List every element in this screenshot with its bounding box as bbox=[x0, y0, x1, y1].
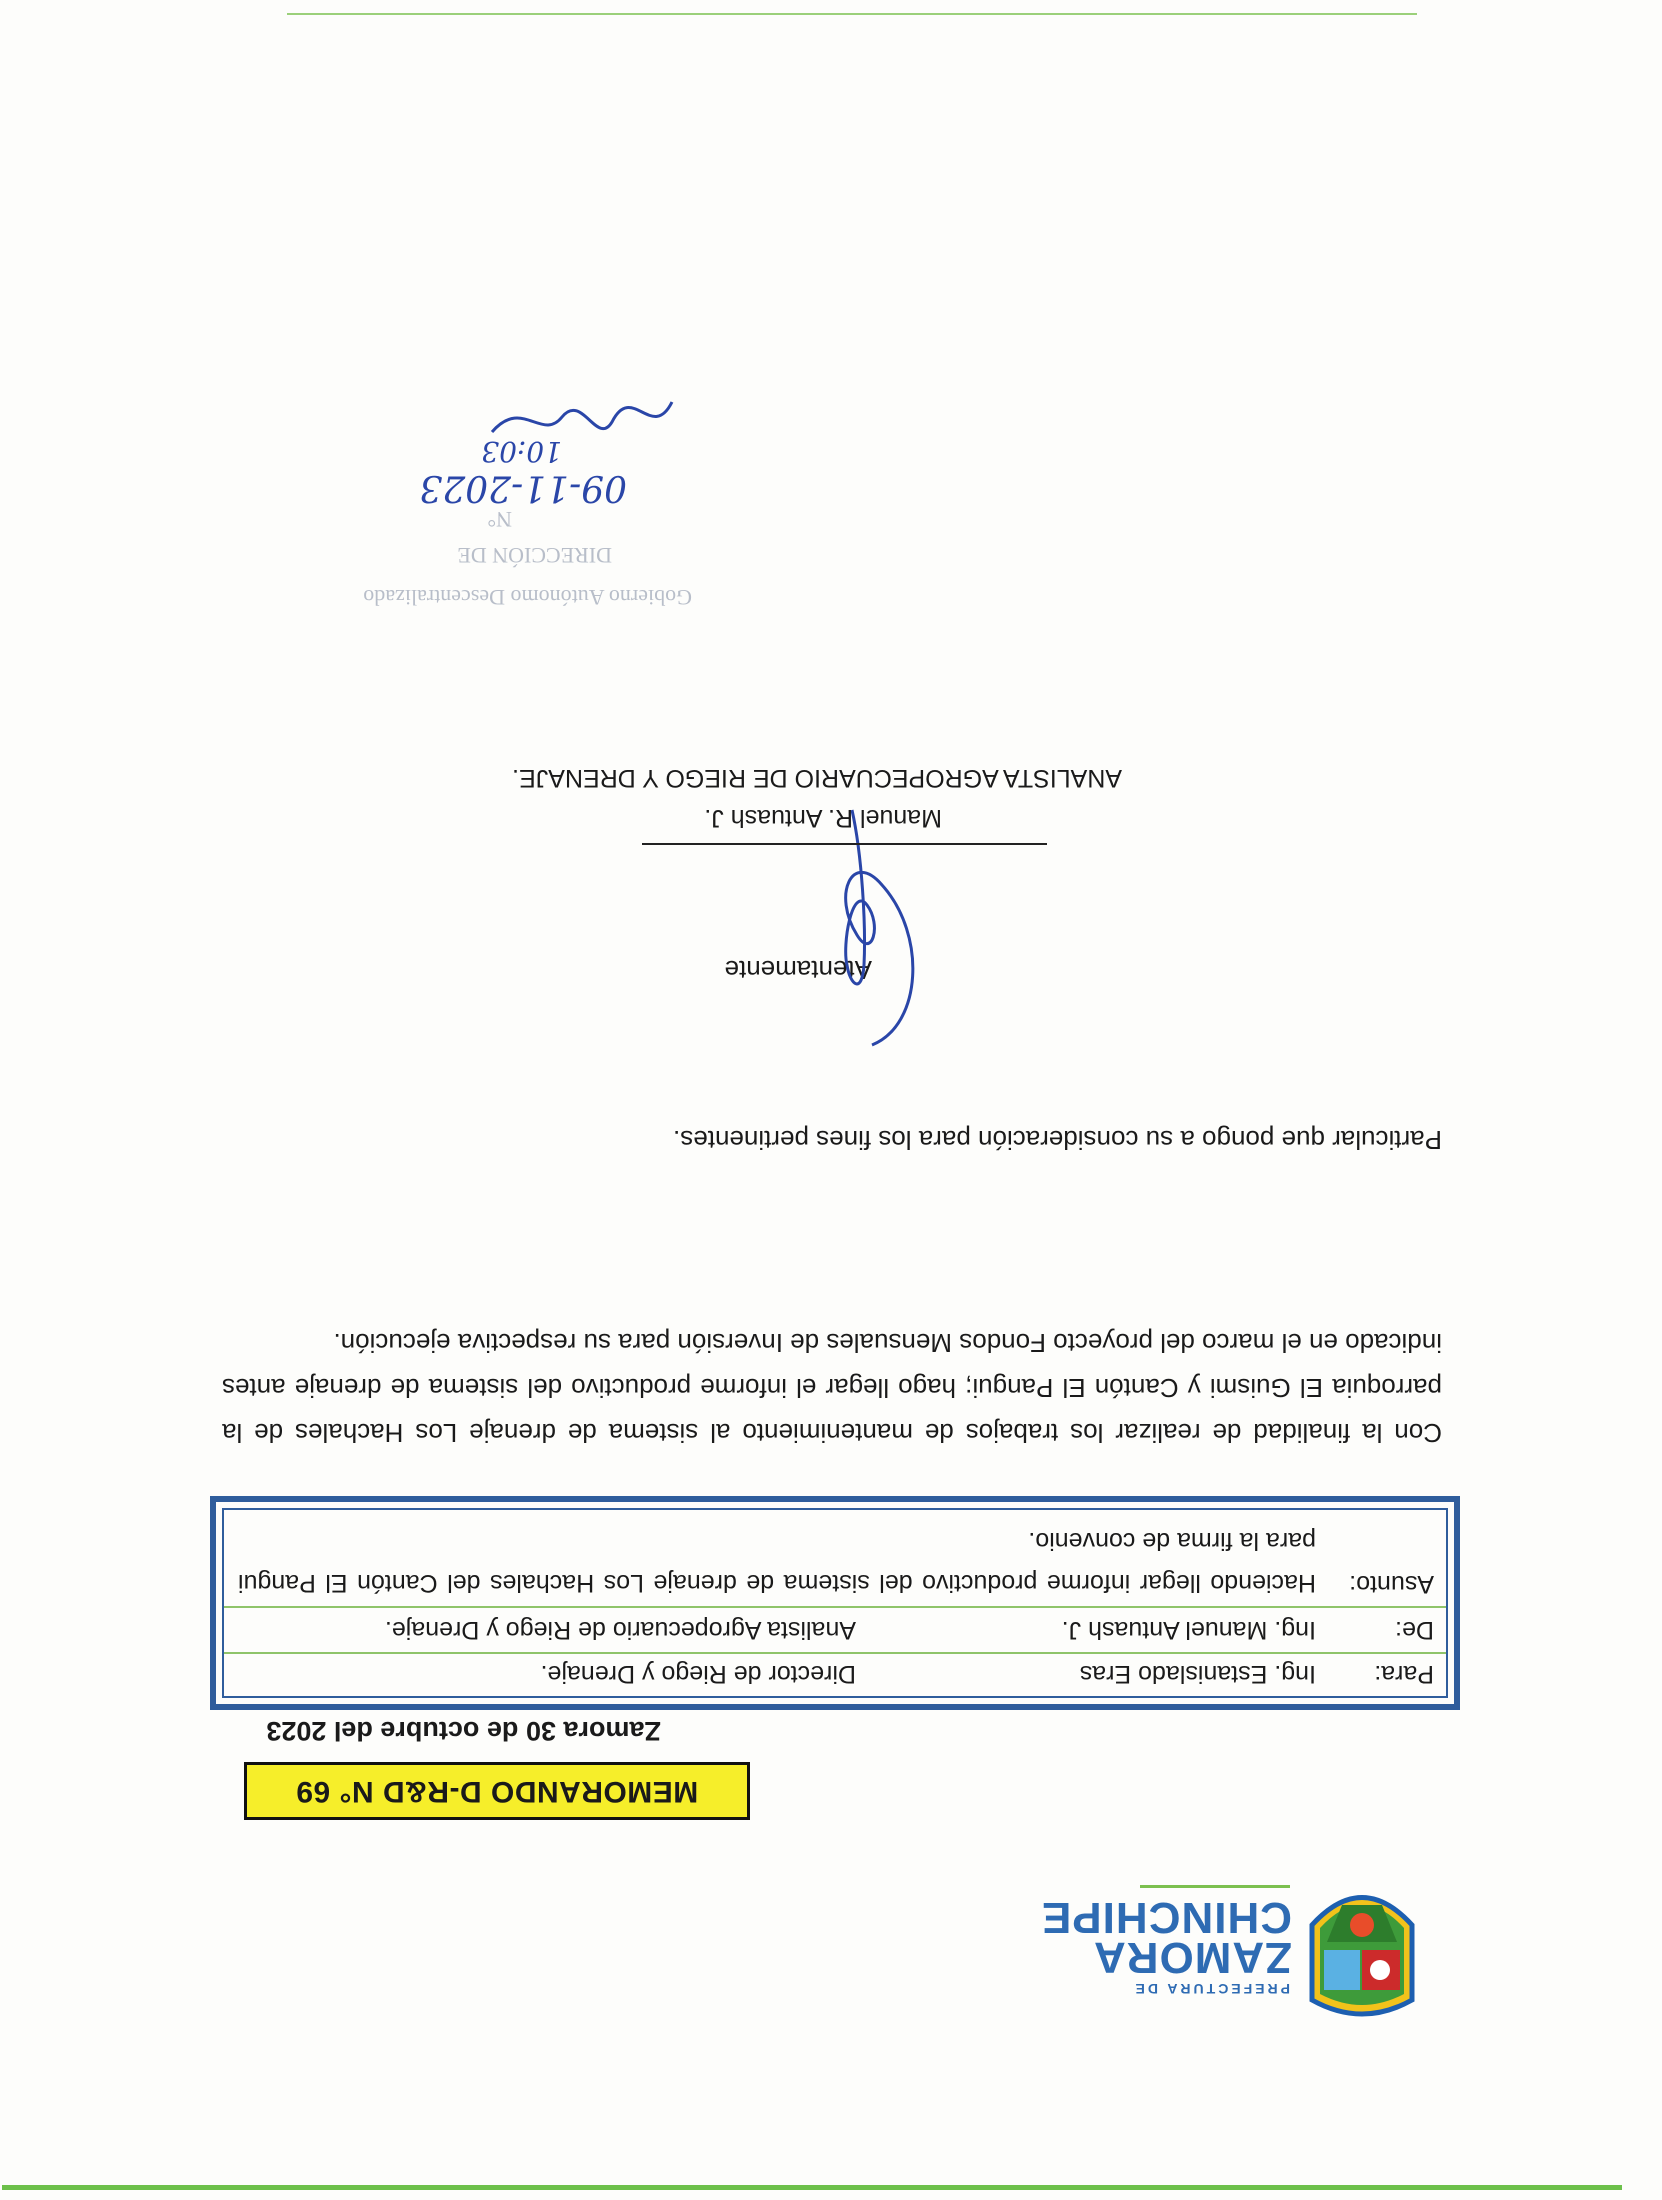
stamp-line2: DIRECCIÓN DE bbox=[457, 543, 612, 568]
signer-name: Manuel R. Antuash J. bbox=[704, 804, 942, 832]
logo-zamora-text: ZAMORA bbox=[1092, 1933, 1292, 1982]
para-name: Ing. Estanislado Eras bbox=[1079, 1660, 1316, 1688]
para-role: Director de Riego y Drenaje. bbox=[540, 1660, 856, 1688]
row-divider bbox=[224, 1606, 1446, 1608]
signer-title: ANALISTA AGROPECUARIO DE RIEGO Y DRENAJE. bbox=[512, 764, 1122, 792]
bottom-green-line bbox=[287, 13, 1417, 15]
stamp-initials-icon bbox=[482, 372, 682, 452]
de-label: De: bbox=[1395, 1616, 1434, 1644]
asunto-label: Asunto: bbox=[1349, 1570, 1434, 1598]
signature-line bbox=[642, 843, 1047, 845]
memo-header-table bbox=[210, 1496, 1460, 1710]
logo-green-rule bbox=[1140, 1885, 1290, 1888]
memo-date: Zamora 30 de octubre del 2023 bbox=[266, 1716, 661, 1746]
logo-prefectura-text: PREFECTURA DE bbox=[1132, 1981, 1290, 1997]
prefectura-shield-icon bbox=[1302, 1875, 1422, 2020]
stamp-line3: N° bbox=[487, 507, 512, 532]
reception-stamp bbox=[182, 370, 702, 620]
de-name: Ing. Manuel Antuash J. bbox=[1061, 1616, 1316, 1644]
para-label: Para: bbox=[1374, 1660, 1434, 1688]
logo-chinchipe-text: CHINCHIPE bbox=[1040, 1893, 1292, 1942]
row-divider bbox=[224, 1652, 1446, 1654]
stamp-time: 10:03 bbox=[481, 435, 562, 468]
memo-number-badge: MEMORANDO D-R&D N° 69 bbox=[244, 1762, 750, 1820]
asunto-text: Haciendo llegar informe productivo del sistema de drenaje Los Hachales del Cantón El Pangui para la firma de convenio. bbox=[238, 1527, 1316, 1597]
stamp-date: 09-11-2023 bbox=[419, 467, 627, 508]
de-role: Analista Agropecuario de Riego y Drenaje. bbox=[384, 1616, 856, 1644]
closing-line: Particular que pongo a su consideración para los fines pertinentes. bbox=[673, 1125, 1442, 1155]
salutation: Atentamente bbox=[724, 955, 872, 985]
body-paragraph: Con la finalidad de realizar los trabajos de mantenimiento al sistema de drenaje Los Hachales de la parroquia El Guismi y Cantón El Pangui; hago llegar el informe productivo del sistema de drenaje antes indicado en el marco del proyecto Fondos Mensuales de Inversión para su respectiva ejecución. bbox=[222, 1328, 1442, 1448]
stamp-line1: Gobierno Autónomo Descentralizado bbox=[363, 585, 692, 610]
top-green-bar bbox=[2, 2185, 1622, 2190]
